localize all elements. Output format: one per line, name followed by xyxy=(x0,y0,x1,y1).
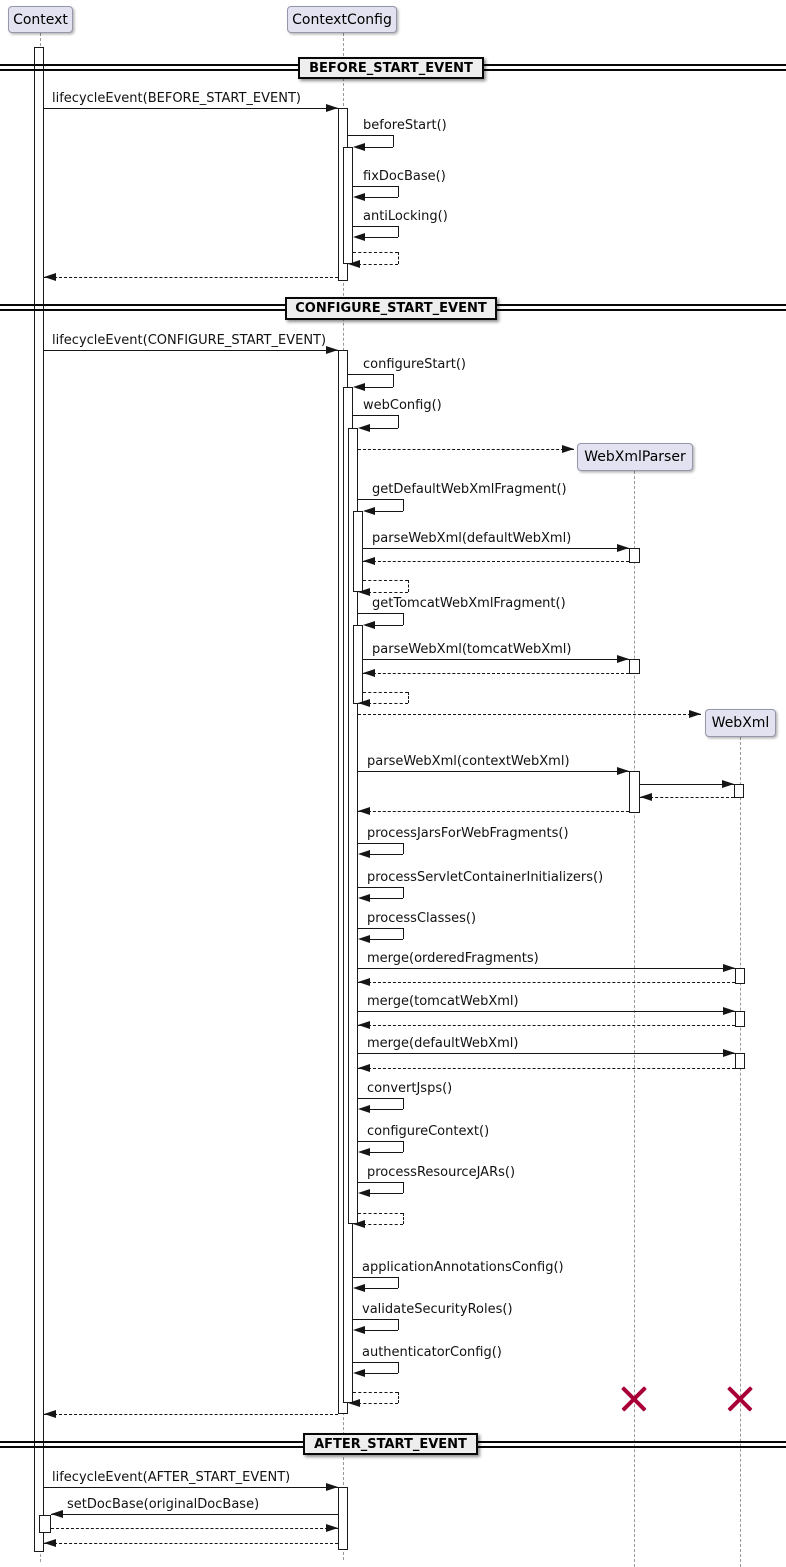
message-line xyxy=(358,968,735,969)
activation-bar xyxy=(735,1011,745,1027)
divider-label: BEFORE_START_EVENT xyxy=(298,57,484,79)
message-line xyxy=(363,548,629,549)
self-call-line xyxy=(398,226,399,237)
message-line xyxy=(51,1528,338,1529)
arrowhead-icon xyxy=(363,557,375,565)
self-call-line xyxy=(358,613,403,614)
message-line xyxy=(358,449,574,450)
return-line xyxy=(358,811,629,812)
message-label: processServletContainerInitializers() xyxy=(367,870,604,885)
arrowhead-icon xyxy=(326,1524,338,1532)
message-label: lifecycleEvent(BEFORE_START_EVENT) xyxy=(52,91,301,106)
message-label: processClasses() xyxy=(367,911,477,926)
self-call-line xyxy=(368,1109,403,1110)
arrowhead-icon xyxy=(358,935,370,943)
message-line xyxy=(358,1053,735,1054)
self-call-line xyxy=(353,186,398,187)
self-call-line xyxy=(363,1224,403,1225)
activation-bar xyxy=(353,625,363,704)
return-line xyxy=(363,561,629,562)
self-call-line xyxy=(348,374,393,375)
self-call-line xyxy=(368,703,408,704)
arrowhead-icon xyxy=(44,1539,56,1547)
arrowhead-icon xyxy=(358,807,370,815)
self-call-line xyxy=(358,1182,403,1183)
activation-bar xyxy=(338,1487,348,1550)
arrowhead-icon xyxy=(689,710,701,718)
arrowhead-icon xyxy=(44,273,56,281)
message-label: antiLocking() xyxy=(363,209,448,224)
message-label: parseWebXml(defaultWebXml) xyxy=(372,531,572,546)
message-label: webConfig() xyxy=(363,398,442,413)
activation-bar xyxy=(39,1515,51,1533)
self-call-line xyxy=(358,843,403,844)
self-call-line xyxy=(358,1403,398,1404)
message-label: merge(defaultWebXml) xyxy=(367,1036,519,1051)
self-call-line xyxy=(368,939,403,940)
self-call-line xyxy=(393,135,394,147)
self-call-line xyxy=(368,1193,403,1194)
activation-bar xyxy=(629,548,640,563)
arrowhead-icon xyxy=(326,1483,338,1491)
self-call-line xyxy=(358,887,403,888)
arrowhead-icon xyxy=(358,588,370,596)
arrowhead-icon xyxy=(348,1399,360,1407)
self-call-line xyxy=(368,1152,403,1153)
return-line xyxy=(44,277,338,278)
self-call-line xyxy=(373,511,403,512)
arrowhead-icon xyxy=(562,445,574,453)
participant-context: Context xyxy=(8,6,73,33)
self-call-line xyxy=(363,1288,398,1289)
participant-contextconfig: ContextConfig xyxy=(287,6,397,33)
self-call-line xyxy=(353,1362,398,1363)
arrowhead-icon xyxy=(353,1284,365,1292)
arrowhead-icon xyxy=(326,104,338,112)
self-call-line xyxy=(393,374,394,387)
message-label: configureContext() xyxy=(367,1124,490,1139)
activation-bar xyxy=(735,1053,745,1069)
arrowhead-icon xyxy=(363,507,375,515)
self-call-line xyxy=(368,592,408,593)
self-call-line xyxy=(403,613,404,625)
return-line xyxy=(358,1025,735,1026)
self-call-line xyxy=(358,1098,403,1099)
self-call-line xyxy=(363,692,408,693)
return-line xyxy=(363,673,629,674)
self-call-line xyxy=(403,1098,404,1109)
self-call-line xyxy=(408,692,409,703)
arrowhead-icon xyxy=(353,1369,365,1377)
self-call-line xyxy=(363,580,408,581)
self-call-line xyxy=(363,147,393,148)
message-label: processJarsForWebFragments() xyxy=(367,826,569,841)
message-label: merge(orderedFragments) xyxy=(367,951,539,966)
self-call-line xyxy=(403,1141,404,1152)
self-call-line xyxy=(403,1182,404,1193)
self-call-line xyxy=(353,1392,398,1393)
arrowhead-icon xyxy=(722,780,734,788)
message-label: parseWebXml(tomcatWebXml) xyxy=(372,642,572,657)
arrowhead-icon xyxy=(44,1410,56,1418)
self-call-line xyxy=(403,1213,404,1224)
arrowhead-icon xyxy=(353,1326,365,1334)
self-call-line xyxy=(358,1213,403,1214)
self-call-line xyxy=(363,237,398,238)
self-call-line xyxy=(363,1373,398,1374)
arrowhead-icon xyxy=(358,424,370,432)
self-call-line xyxy=(403,928,404,939)
self-call-line xyxy=(398,1392,399,1403)
self-call-line xyxy=(398,1319,399,1330)
message-line xyxy=(358,1011,735,1012)
self-call-line xyxy=(353,252,398,253)
arrowhead-icon xyxy=(723,1007,735,1015)
message-label: getDefaultWebXmlFragment() xyxy=(372,482,567,497)
arrowhead-icon xyxy=(51,1510,63,1518)
arrowhead-icon xyxy=(358,1189,370,1197)
return-line xyxy=(358,1068,735,1069)
divider-label: AFTER_START_EVENT xyxy=(303,1433,478,1455)
arrowhead-icon xyxy=(363,669,375,677)
arrowhead-icon xyxy=(326,346,338,354)
message-label: convertJsps() xyxy=(367,1081,453,1096)
activation-bar xyxy=(734,784,744,798)
message-label: configureStart() xyxy=(363,357,466,372)
self-call-line xyxy=(368,898,403,899)
self-call-line xyxy=(403,887,404,898)
return-line xyxy=(640,797,734,798)
self-call-line xyxy=(403,843,404,854)
message-label: lifecycleEvent(CONFIGURE_START_EVENT) xyxy=(52,333,327,348)
arrowhead-icon xyxy=(363,621,375,629)
message-line xyxy=(44,108,338,109)
arrowhead-icon xyxy=(358,1064,370,1072)
self-call-line xyxy=(353,1277,398,1278)
return-line xyxy=(51,1514,338,1515)
message-label: processResourceJARs() xyxy=(367,1165,516,1180)
message-line xyxy=(640,784,734,785)
activation-bar xyxy=(34,47,44,1552)
activation-bar xyxy=(629,771,640,813)
self-call-line xyxy=(398,186,399,197)
self-call-line xyxy=(353,415,398,416)
self-call-line xyxy=(358,928,403,929)
arrowhead-icon xyxy=(353,233,365,241)
arrowhead-icon xyxy=(723,964,735,972)
message-label: merge(tomcatWebXml) xyxy=(367,994,519,1009)
arrowhead-icon xyxy=(358,894,370,902)
self-call-line xyxy=(373,625,403,626)
arrowhead-icon xyxy=(358,978,370,986)
return-line xyxy=(44,1414,338,1415)
arrowhead-icon xyxy=(358,699,370,707)
message-label: beforeStart() xyxy=(363,118,447,133)
message-line xyxy=(44,350,338,351)
message-line xyxy=(44,1487,338,1488)
self-call-line xyxy=(398,1277,399,1288)
self-call-line xyxy=(398,415,399,428)
self-call-line xyxy=(363,1330,398,1331)
activation-bar xyxy=(735,968,745,984)
arrowhead-icon xyxy=(348,260,360,268)
self-call-line xyxy=(363,387,393,388)
self-call-line xyxy=(353,1319,398,1320)
arrowhead-icon xyxy=(353,1220,365,1228)
self-call-line xyxy=(348,135,393,136)
message-label: applicationAnnotationsConfig() xyxy=(362,1260,564,1275)
message-label: getTomcatWebXmlFragment() xyxy=(372,596,566,611)
message-line xyxy=(358,771,629,772)
activation-bar xyxy=(629,659,640,674)
self-call-line xyxy=(398,1362,399,1373)
arrowhead-icon xyxy=(353,193,365,201)
divider-label: CONFIGURE_START_EVENT xyxy=(285,297,497,320)
arrowhead-icon xyxy=(353,383,365,391)
arrowhead-icon xyxy=(358,850,370,858)
destroy-x-icon xyxy=(728,1387,752,1411)
self-call-line xyxy=(408,580,409,592)
self-call-line xyxy=(363,197,398,198)
self-call-line xyxy=(368,428,398,429)
arrowhead-icon xyxy=(358,1105,370,1113)
self-call-line xyxy=(398,252,399,264)
activation-bar xyxy=(343,147,353,264)
message-line xyxy=(363,659,629,660)
self-call-line xyxy=(358,264,398,265)
message-label: parseWebXml(contextWebXml) xyxy=(367,754,570,769)
arrowhead-icon xyxy=(617,655,629,663)
self-call-line xyxy=(353,226,398,227)
arrowhead-icon xyxy=(358,1021,370,1029)
message-label: authenticatorConfig() xyxy=(362,1345,502,1360)
activation-bar xyxy=(353,511,363,592)
message-label: validateSecurityRoles() xyxy=(362,1302,513,1317)
arrowhead-icon xyxy=(358,1148,370,1156)
arrowhead-icon xyxy=(640,793,652,801)
self-call-line xyxy=(358,1141,403,1142)
arrowhead-icon xyxy=(353,143,365,151)
arrowhead-icon xyxy=(723,1049,735,1057)
self-call-line xyxy=(368,854,403,855)
destroy-x-icon xyxy=(622,1387,646,1411)
message-label: fixDocBase() xyxy=(363,169,446,184)
message-label: lifecycleEvent(AFTER_START_EVENT) xyxy=(52,1470,291,1485)
return-line xyxy=(44,1543,338,1544)
message-line xyxy=(358,714,701,715)
arrowhead-icon xyxy=(617,544,629,552)
participant-webxml: WebXml xyxy=(705,709,776,737)
participant-webxmlparser: WebXmlParser xyxy=(577,443,693,471)
return-line xyxy=(358,982,735,983)
message-label: setDocBase(originalDocBase) xyxy=(67,1497,260,1512)
self-call-line xyxy=(403,499,404,511)
self-call-line xyxy=(358,499,403,500)
arrowhead-icon xyxy=(617,767,629,775)
